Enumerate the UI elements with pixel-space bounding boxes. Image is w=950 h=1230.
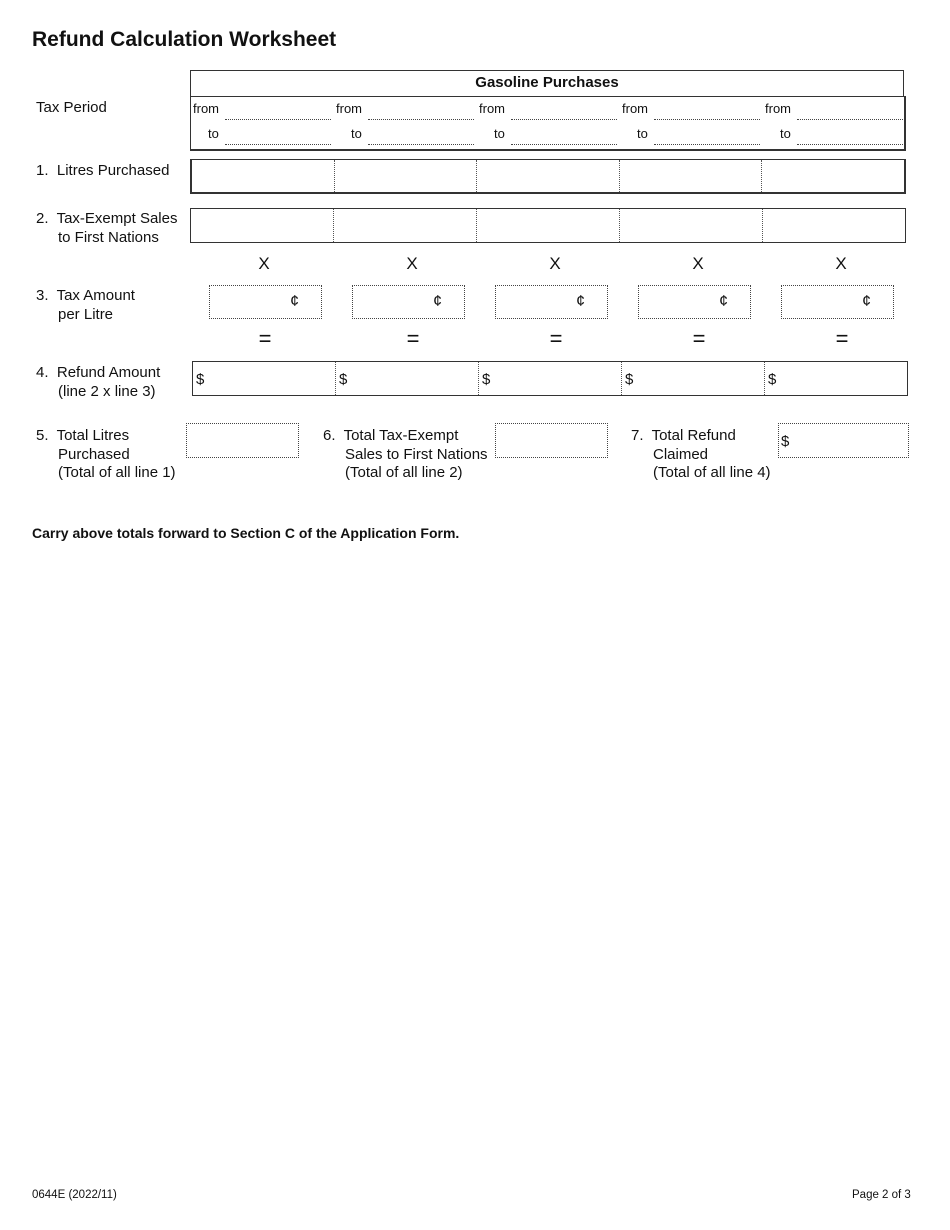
from-field-col4[interactable] [654,119,760,120]
to-field-col5[interactable] [797,144,903,145]
line2-row [190,208,906,243]
to-field-col4[interactable] [654,144,760,145]
total-litres-field[interactable] [186,423,299,458]
line1-cell-col4[interactable] [620,160,763,192]
to-label-col3: to [494,126,505,141]
line3-cell-col3[interactable] [495,285,608,319]
line6-text-2: Sales to First Nations [345,445,488,463]
page-number: Page 2 of 3 [852,1189,911,1201]
line2-text-2: to First Nations [58,228,159,246]
line7-text-2: Claimed [653,445,709,463]
line2-cell-col2[interactable] [334,209,477,242]
equals-sign-col5: = [835,326,849,351]
line4-cell-col3[interactable] [479,362,622,395]
to-field-col3[interactable] [511,144,617,145]
to-field-col2[interactable] [368,144,474,145]
line6-label [323,427,488,483]
equals-sign-col1: = [258,326,272,351]
cent-sign-col5: ¢ [862,293,871,310]
from-label-col5: from [765,101,791,116]
line7-label [631,427,771,483]
dollar-sign-col3: $ [482,371,491,388]
from-field-col2[interactable] [368,119,474,120]
line4-cell-col4[interactable] [622,362,765,395]
tax-period-frame [190,96,906,151]
from-field-col3[interactable] [511,119,617,120]
cent-sign-col4: ¢ [719,293,728,310]
line1-cell-col5[interactable] [762,160,904,192]
line2-text-1: Tax-Exempt Sales [56,210,178,227]
line2-number: 2. [36,210,49,227]
times-sign-col4: X [692,254,704,273]
to-label-col1: to [208,126,219,141]
line1-cell-col3[interactable] [477,160,620,192]
line3-cell-col2[interactable] [352,285,465,319]
equals-sign-col4: = [692,326,706,351]
line7-number: 7. [631,427,644,444]
dollar-sign-col2: $ [339,371,348,388]
total-refund-dollar-sign: $ [781,433,790,450]
line2-label [36,210,177,247]
line1-label [36,162,169,181]
cent-sign-col2: ¢ [433,293,442,310]
equals-sign-col2: = [406,326,420,351]
times-sign-col3: X [549,254,561,273]
line4-text-2: (line 2 x line 3) [58,382,156,400]
from-label-col4: from [622,101,648,116]
to-field-col1[interactable] [225,144,331,145]
from-label-col2: from [336,101,362,116]
total-refund-field[interactable] [778,423,909,458]
from-label-col1: from [193,101,219,116]
line1-cell-col1[interactable] [192,160,335,192]
line2-cell-col3[interactable] [477,209,620,242]
cent-sign-col1: ¢ [290,293,299,310]
gasoline-purchases-header: Gasoline Purchases [190,70,904,97]
line4-text-1: Refund Amount [56,364,161,381]
line4-number: 4. [36,364,49,381]
line6-number: 6. [323,427,336,444]
line1-cell-col2[interactable] [335,160,478,192]
times-sign-col2: X [406,254,418,273]
line2-cell-col5[interactable] [763,209,905,242]
dollar-sign-col4: $ [625,371,634,388]
line4-row [192,361,908,396]
line6-text-3: (Total of all line 2) [345,464,463,481]
line5-text-1: Total Litres [56,427,130,444]
line3-text-1: Tax Amount [56,287,135,304]
line1-number: 1. [36,162,49,179]
dollar-sign-col5: $ [768,371,777,388]
carry-forward-note: Carry above totals forward to Section C of the Application Form. [32,525,460,541]
page-title: Refund Calculation Worksheet [32,28,337,51]
line2-cell-col4[interactable] [620,209,763,242]
line1-row [190,159,906,194]
to-label-col4: to [637,126,648,141]
line3-cell-col1[interactable] [209,285,322,319]
times-sign-col1: X [258,254,270,273]
line5-label [36,427,176,483]
times-sign-col5: X [835,254,847,273]
line5-text-2: Purchased [58,445,130,463]
line3-label [36,287,135,324]
line1-text: Litres Purchased [56,162,170,179]
line2-cell-col1[interactable] [191,209,334,242]
equals-sign-col3: = [549,326,563,351]
line4-cell-col2[interactable] [336,362,479,395]
line3-cell-col5[interactable] [781,285,894,319]
form-number: 0644E (2022/11) [32,1189,117,1201]
line6-text-1: Total Tax-Exempt [343,427,459,444]
line7-text-1: Total Refund [651,427,736,444]
line4-cell-col1[interactable] [193,362,336,395]
line4-cell-col5[interactable] [765,362,907,395]
to-label-col2: to [351,126,362,141]
from-field-col5[interactable] [797,119,903,120]
line5-text-3: (Total of all line 1) [58,464,176,481]
line3-number: 3. [36,287,49,304]
from-label-col3: from [479,101,505,116]
line3-text-2: per Litre [58,305,114,323]
tax-period-label: Tax Period [36,99,107,116]
from-field-col1[interactable] [225,119,331,120]
to-label-col5: to [780,126,791,141]
line7-text-3: (Total of all line 4) [653,464,771,481]
line5-number: 5. [36,427,49,444]
total-tax-exempt-field[interactable] [495,423,608,458]
line4-label [36,364,160,401]
cent-sign-col3: ¢ [576,293,585,310]
dollar-sign-col1: $ [196,371,205,388]
line3-cell-col4[interactable] [638,285,751,319]
